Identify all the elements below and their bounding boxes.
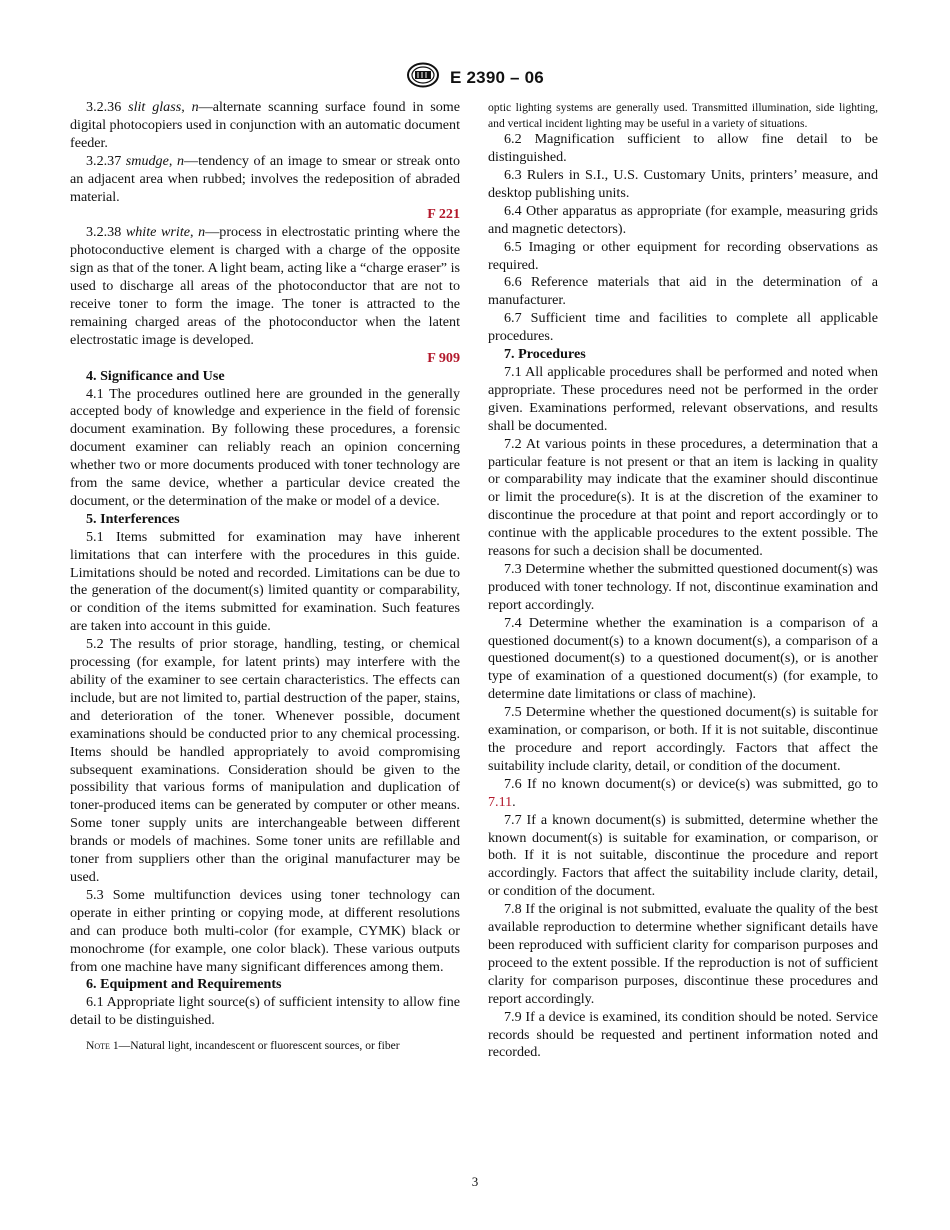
astm-logo-icon	[406, 62, 440, 93]
part-of-speech: n	[191, 99, 199, 115]
left-column	[70, 99, 460, 1054]
paragraph-7-6: 7.6 If no known document(s) or device(s) was submitted, go to 7.11.	[488, 775, 878, 810]
section-link-7-11[interactable]: 7.11	[488, 793, 513, 810]
paragraph-6-5: 6.5 Imaging or other equipment for recording observations as required.	[488, 238, 878, 273]
reference-f909: F 909	[427, 349, 460, 366]
definition-3-2-37: 3.2.37 smudge, n—tendency of an image to smear or streak onto an adjacent area when rubbed; involves the redeposition of abraded material.	[70, 152, 460, 205]
term: slit glass	[128, 99, 182, 115]
section-heading-5: 5. Interferences	[86, 510, 180, 527]
part-of-speech: n	[176, 152, 184, 169]
note-label: Note 1	[86, 1039, 119, 1053]
part-of-speech: n	[198, 224, 206, 241]
document-id: E 2390 – 06	[450, 67, 544, 87]
right-column	[488, 100, 878, 1062]
section-heading-6: 6. Equipment and Requirements	[86, 976, 282, 993]
reference-f221: F 221	[427, 206, 460, 223]
paragraph-5-2: 5.2 The results of prior storage, handling, testing, or chemical processing (for example, for latent prints) may interfere with the ability of the examiner to see certain characteristics. The effects can include, but are not limited to, partial destruction of the paper, stains, and deterioration of the toner. Whenever possible, document examinations should be conducted prior to any chemical processing. Items should be handled appropriately to avoid compromising subsequent examinations. Consideration should be given to the possibility that various forms of manipulation and duplication of toner-produced items can be generated by computer or other means. Some toner supply units are interchangeable between different brands or models of machines. Some toner units are refillable and toner from suppliers other than the original manufacturer may be used.	[70, 636, 460, 885]
definition-3-2-36: 3.2.36 slit glass, n—alternate scanning surface found in some digital photocopiers used in conjunction with an automatic document feeder.	[70, 99, 461, 151]
page-number: 3	[471, 1174, 479, 1189]
paragraph-6-3: 6.3 Rulers in S.I., U.S. Customary Units, printers’ measure, and desktop publishing units.	[488, 167, 878, 201]
paragraph-7-4: 7.4 Determine whether the examination is a comparison of a questioned document(s) to a known document(s), a comparison of a questioned document(s) to a questioned document(s), or is another type of examination of a questioned document(s) (for example, to determine date limitations or class of machine).	[488, 614, 878, 703]
paragraph-5-1: 5.1 Items submitted for examination may have inherent limitations that can interfere with the procedures in this guide. Limitations should be noted and recorded. Limitations can be due to the generation of the document(s) limited quantity or comparability, or condition of the items submitted for examination. Such features are taken into account in this guide.	[70, 528, 460, 635]
paragraph-7-8: 7.8 If the original is not submitted, evaluate the quality of the best available reproduction to determine whether significant details have been reproduced with sufficient clarity for comparison purposes and proceed to the extent possible. If the reproduction is not of sufficient clarity for comparison purposes, discontinue these procedures and report accordingly.	[488, 901, 878, 1007]
definition-3-2-38: 3.2.38 white write, n—process in electrostatic printing where the photoconductive element is charged with a charge of the opposite sign as that of the toner. A light beam, acting like a “charge eraser” is used to discharge all areas of the photoconductor that are not to receive toner to form the image. The toner is attracted to the remaining charged areas of the photoconductor when the latent electrostatic image is developed.	[70, 224, 460, 348]
note-1-continued: optic lighting systems are generally used. Transmitted illumination, side lighting, and vertical incident lighting may be useful in a variety of situations.	[488, 101, 878, 130]
paragraph-6-6: 6.6 Reference materials that aid in the determination of a manufacturer.	[488, 274, 878, 309]
term: smudge	[125, 152, 169, 169]
paragraph-6-2: 6.2 Magnification sufficient to allow fine detail to be distinguished.	[488, 131, 878, 166]
paragraph-7-3: 7.3 Determine whether the submitted questioned document(s) was produced with toner technology. If not, discontinue examination and report accordingly.	[488, 560, 878, 613]
note-1: Note 1—Natural light, incandescent or fluorescent sources, or fiber	[86, 1039, 400, 1053]
section-heading-7: 7. Procedures	[504, 346, 586, 363]
page-header	[0, 62, 950, 88]
paragraph-4-1: 4.1 The procedures outlined here are grounded in the generally accepted body of knowledge and experience in the field of forensic document examination. By following these procedures, a forensic document examiner can reliably reach an opinion concerning whether two or more documents produced with toner technology are from the same device, whether a particular device created the document, or the determination of the make or model of a device.	[70, 385, 460, 509]
paragraph-7-1: 7.1 All applicable procedures shall be performed and noted when appropriate. These procedures need not be performed in the order given. Examinations performed, relevant observations, and results shall be documented.	[488, 363, 878, 434]
paragraph-7-5: 7.5 Determine whether the questioned document(s) is suitable for examination, or comparison, or both. If it is not suitable, discontinue the procedure and report accordingly. Factors that affect the suitability include clarity, detail, or condition of the document.	[488, 704, 878, 774]
paragraph-5-3: 5.3 Some multifunction devices using toner technology can operate in either printing or copying mode, at different resolutions and can produce both multi-color (for example, CYMK) black or monochrome (for example, one color black). These various outputs from one machine have many significant differences among them.	[70, 886, 460, 975]
paragraph-7-7: 7.7 If a known document(s) is submitted, determine whether the known document(s) is suitable for examination, or comparison, or both. If it is not suitable, discontinue the procedure and report accordingly. Factors that affect the suitability include clarity, detail, or condition of the document.	[488, 811, 878, 900]
paragraph-6-4: 6.4 Other apparatus as appropriate (for example, measuring grids and magnetic detectors).	[488, 202, 878, 237]
paragraph-7-2: 7.2 At various points in these procedures, a determination that a particular feature is not present or that an item is lacking in quality or comparability may indicate that the examiner should discontinue or limit the procedure(s). It is at the discretion of the examiner to discontinue the procedure at that point and report accordingly or to continue with the applicable procedures to the extent possible. The reasons for such a decision shall be documented.	[488, 435, 878, 560]
paragraph-6-7: 6.7 Sufficient time and facilities to complete all applicable procedures.	[488, 310, 878, 345]
paragraph-6-1: 6.1 Appropriate light source(s) of sufficient intensity to allow fine detail to be distinguished.	[70, 994, 460, 1029]
term: white write	[125, 224, 190, 241]
paragraph-7-9: 7.9 If a device is examined, its condition should be noted. Service records should be requested and pertinent information noted and recorded.	[488, 1008, 878, 1061]
section-heading-4: 4. Significance and Use	[86, 367, 225, 384]
